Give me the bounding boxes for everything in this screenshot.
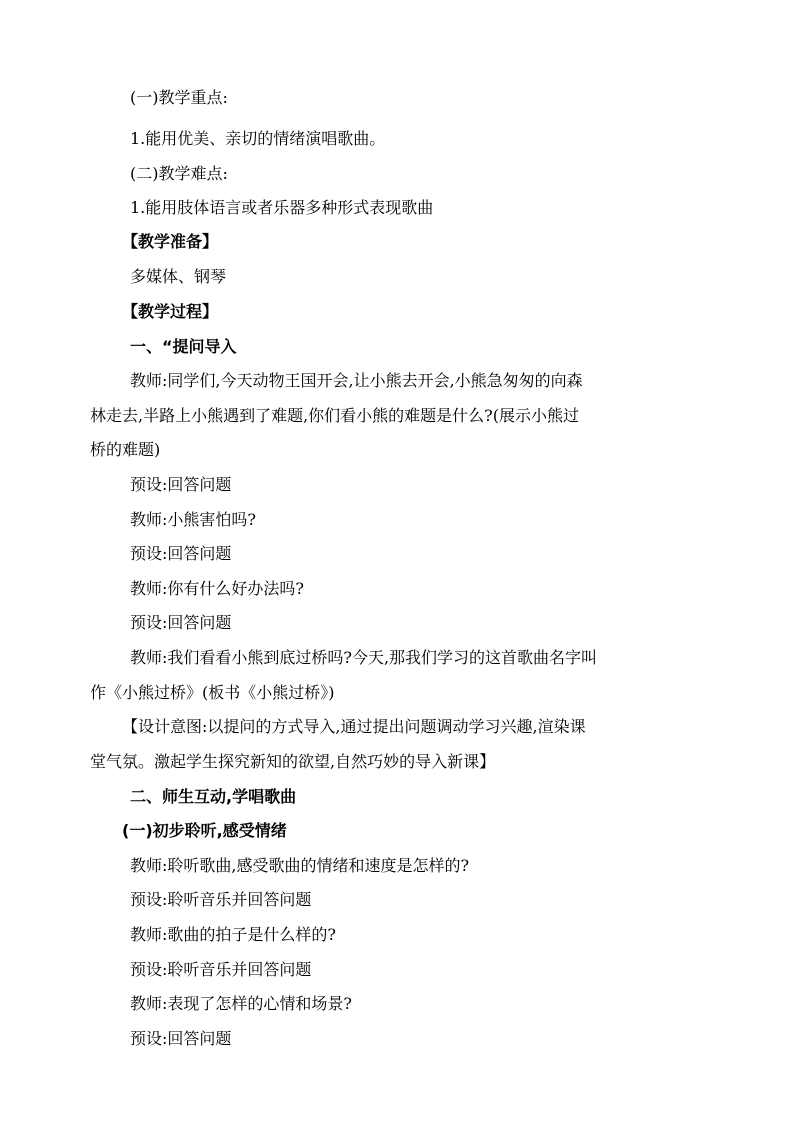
paragraph-line: 林走去,半路上小熊遇到了难题,你们看小熊的难题是什么?(展示小熊过 [90,406,579,425]
heading-teaching-focus: (一)教学重点: [130,88,228,107]
paragraph-line: 预设:聆听音乐并回答问题 [130,890,312,909]
paragraph-line: 作《小熊过桥》(板书《小熊过桥》) [90,683,335,702]
paragraph-line: 教师:歌曲的拍子是什么样的? [130,925,336,944]
paragraph-line: 教师:小熊害怕吗? [130,510,256,529]
design-intent-line: 【设计意图:以提问的方式导入,通过提出问题调动学习兴趣,渲染课 [122,717,586,736]
paragraph-line: 教师:同学们,今天动物王国开会,让小熊去开会,小熊急匆匆的向森 [130,371,583,390]
paragraph-line: 教师:聆听歌曲,感受歌曲的情绪和速度是怎样的? [130,856,470,875]
paragraph-line: 教师:你有什么好办法吗? [130,579,304,598]
preparation-materials: 多媒体、钢琴 [130,267,227,286]
section-teaching-preparation: 【教学准备】 [122,232,219,251]
paragraph-line: 预设:回答问题 [130,544,232,563]
section-teaching-process: 【教学过程】 [122,302,219,321]
heading-teaching-difficulty: (二)教学难点: [130,164,228,183]
difficulty-item-1: 1.能用肢体语言或者乐器多种形式表现歌曲 [130,198,434,217]
part-two-title: 二、师生互动,学唱歌曲 [130,787,297,806]
paragraph-line: 教师:我们看看小熊到底过桥吗?今天,那我们学习的这首歌曲名字叫 [130,648,598,667]
paragraph-line: 预设:回答问题 [130,475,232,494]
paragraph-line: 教师:表现了怎样的心情和场景? [130,994,352,1013]
subsection-title: (一)初步聆听,感受情绪 [122,821,287,840]
paragraph-line: 桥的难题) [90,440,161,459]
design-intent-line: 堂气氛。激起学生探究新知的欲望,自然巧妙的导入新课】 [90,752,496,771]
paragraph-line: 预设:回答问题 [130,1029,232,1048]
paragraph-line: 预设:回答问题 [130,613,232,632]
focus-item-1: 1.能用优美、亲切的情绪演唱歌曲。 [130,129,386,148]
paragraph-line: 预设:聆听音乐并回答问题 [130,960,312,979]
part-one-title: 一、“提问导入 [130,337,237,356]
